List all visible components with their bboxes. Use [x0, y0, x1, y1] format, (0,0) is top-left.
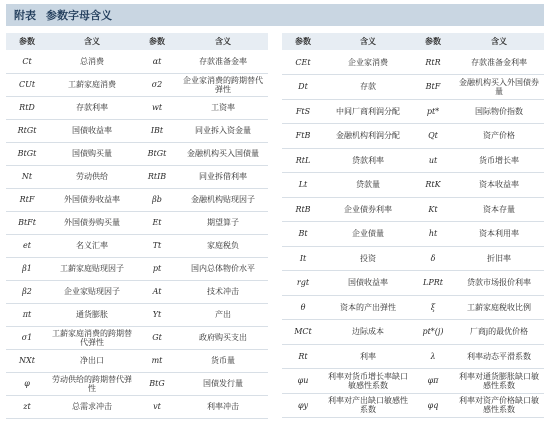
param-symbol: mt — [136, 349, 178, 372]
param-meaning: 货币量 — [178, 349, 268, 372]
param-meaning: 贷款利率 — [324, 148, 412, 173]
param-meaning: 存款准备金利率 — [454, 50, 544, 75]
param-meaning: 工薪家庭贴现因子 — [48, 257, 136, 280]
header-param: 参数 — [136, 33, 178, 50]
param-symbol: Yt — [136, 303, 178, 326]
left-parameter-table — [6, 33, 268, 419]
header-meaning: 含义 — [324, 33, 412, 50]
param-meaning: 国际物价指数 — [454, 99, 544, 124]
table-row — [6, 96, 268, 119]
right-parameter-table — [282, 33, 544, 418]
param-meaning: 工资率 — [178, 96, 268, 119]
param-symbol: Lt — [282, 173, 324, 198]
param-symbol: RtGt — [6, 119, 48, 142]
param-symbol: RtD — [6, 96, 48, 119]
param-symbol: ut — [412, 148, 454, 173]
param-meaning: 工薪家庭消费 — [48, 73, 136, 96]
param-meaning: 劳动供给的跨期替代弹性 — [48, 372, 136, 395]
param-meaning: 边际成本 — [324, 320, 412, 345]
table-title — [6, 4, 544, 26]
param-symbol: BtGt — [136, 142, 178, 165]
param-meaning: 贷款市场报价利率 — [454, 271, 544, 296]
param-symbol: δ — [412, 246, 454, 271]
table-row — [6, 395, 268, 418]
param-symbol: φq — [412, 393, 454, 418]
param-symbol: RtR — [412, 50, 454, 75]
param-meaning: 存款准备金率 — [178, 50, 268, 73]
table-row — [282, 246, 544, 271]
table-row — [282, 393, 544, 418]
table-row — [282, 173, 544, 198]
param-meaning: 利率 — [324, 344, 412, 369]
param-symbol: φy — [282, 393, 324, 418]
param-meaning: 利率对资产价格缺口敏感性系数 — [454, 393, 544, 418]
table-row — [6, 303, 268, 326]
table-row — [282, 197, 544, 222]
param-symbol: At — [136, 280, 178, 303]
header-meaning: 含义 — [178, 33, 268, 50]
param-symbol: RtB — [282, 197, 324, 222]
table-row — [6, 326, 268, 349]
table-row — [6, 234, 268, 257]
param-symbol: wt — [136, 96, 178, 119]
param-meaning: 企业家贴现因子 — [48, 280, 136, 303]
param-symbol: CEt — [282, 50, 324, 75]
param-meaning: 产出 — [178, 303, 268, 326]
param-meaning: 工薪家庭税收比例 — [454, 295, 544, 320]
table-row — [282, 222, 544, 247]
param-symbol: Kt — [412, 197, 454, 222]
table-title-text: 参数字母含义 — [46, 9, 112, 22]
param-meaning: 同业拆借利率 — [178, 165, 268, 188]
param-symbol: φu — [282, 369, 324, 394]
param-symbol: BtF — [412, 75, 454, 100]
param-meaning: 企业债券利率 — [324, 197, 412, 222]
table-row — [282, 75, 544, 100]
param-meaning: 技术冲击 — [178, 280, 268, 303]
param-symbol: RtK — [412, 173, 454, 198]
table-row — [6, 349, 268, 372]
param-symbol: β1 — [6, 257, 48, 280]
param-meaning: 企业家消费 — [324, 50, 412, 75]
param-meaning: 工薪家庭消费的跨期替代弹性 — [48, 326, 136, 349]
table-title-label: 附表 — [14, 9, 36, 22]
param-meaning: 利率对产出缺口敏感性系数 — [324, 393, 412, 418]
param-meaning: 名义汇率 — [48, 234, 136, 257]
param-symbol: σ1 — [6, 326, 48, 349]
table-row — [6, 188, 268, 211]
param-symbol: σ2 — [136, 73, 178, 96]
param-symbol: ht — [412, 222, 454, 247]
table-row — [6, 73, 268, 96]
param-symbol: θ — [282, 295, 324, 320]
param-symbol: πt — [6, 303, 48, 326]
param-meaning: 外国债券收益率 — [48, 188, 136, 211]
param-symbol: Tt — [136, 234, 178, 257]
param-meaning: 资本收益率 — [454, 173, 544, 198]
table-row — [6, 280, 268, 303]
param-symbol: Ct — [6, 50, 48, 73]
table-row — [6, 211, 268, 234]
param-symbol: BtG — [136, 372, 178, 395]
param-meaning: 利率对通货膨胀缺口敏感性系数 — [454, 369, 544, 394]
param-meaning: 净出口 — [48, 349, 136, 372]
table-row — [6, 257, 268, 280]
param-symbol: RtF — [6, 188, 48, 211]
table-row — [6, 165, 268, 188]
table-row — [282, 295, 544, 320]
param-symbol: αt — [136, 50, 178, 73]
table-row — [282, 271, 544, 296]
param-meaning: 存款 — [324, 75, 412, 100]
param-symbol: pt* — [412, 99, 454, 124]
param-symbol: Dt — [282, 75, 324, 100]
param-symbol: Bt — [282, 222, 324, 247]
param-meaning: 资本存量 — [454, 197, 544, 222]
param-symbol: λ — [412, 344, 454, 369]
left-header-row — [6, 33, 268, 50]
param-meaning: 通货膨胀 — [48, 303, 136, 326]
header-meaning: 含义 — [48, 33, 136, 50]
param-meaning: 利率动态平滑系数 — [454, 344, 544, 369]
param-meaning: 利率对货币增长率缺口敏感性系数 — [324, 369, 412, 394]
param-meaning: 企业债量 — [324, 222, 412, 247]
param-meaning: 国内总体物价水平 — [178, 257, 268, 280]
param-symbol: rgt — [282, 271, 324, 296]
param-symbol: RtIB — [136, 165, 178, 188]
param-meaning: 国债收益率 — [48, 119, 136, 142]
param-meaning: 企业家消费的跨期替代弹性 — [178, 73, 268, 96]
param-meaning: 资产价格 — [454, 124, 544, 149]
param-meaning: 家庭税负 — [178, 234, 268, 257]
table-row — [6, 119, 268, 142]
param-meaning: 总需求冲击 — [48, 395, 136, 418]
param-meaning: 折旧率 — [454, 246, 544, 271]
param-symbol: β2 — [6, 280, 48, 303]
param-meaning: 资本利用率 — [454, 222, 544, 247]
param-symbol: Rt — [282, 344, 324, 369]
param-symbol: pt — [136, 257, 178, 280]
table-row — [6, 372, 268, 395]
param-meaning: 厂商j的最优价格 — [454, 320, 544, 345]
param-meaning: 贷款量 — [324, 173, 412, 198]
param-meaning: 金融机构买入外国债券量 — [454, 75, 544, 100]
param-symbol: Et — [136, 211, 178, 234]
param-symbol: vt — [136, 395, 178, 418]
table-row — [282, 148, 544, 173]
header-param: 参数 — [6, 33, 48, 50]
param-symbol: φπ — [412, 369, 454, 394]
table-row — [282, 124, 544, 149]
table-row — [282, 344, 544, 369]
table-row — [282, 50, 544, 75]
param-meaning: 资本的产出弹性 — [324, 295, 412, 320]
param-symbol: pt*(j) — [412, 320, 454, 345]
table-row — [282, 369, 544, 394]
param-symbol: BtFt — [6, 211, 48, 234]
param-meaning: 外国债券购买量 — [48, 211, 136, 234]
param-meaning: 投资 — [324, 246, 412, 271]
param-symbol: Qt — [412, 124, 454, 149]
param-symbol: LPRt — [412, 271, 454, 296]
param-symbol: βb — [136, 188, 178, 211]
param-meaning: 金融机构利润分配 — [324, 124, 412, 149]
param-meaning: 金融机构买入国债量 — [178, 142, 268, 165]
param-meaning: 国债购买量 — [48, 142, 136, 165]
param-symbol: φ — [6, 372, 48, 395]
table-row — [6, 142, 268, 165]
param-symbol: FtS — [282, 99, 324, 124]
param-symbol: zt — [6, 395, 48, 418]
param-symbol: BtGt — [6, 142, 48, 165]
param-meaning: 同业拆入资金量 — [178, 119, 268, 142]
table-row — [282, 320, 544, 345]
param-meaning: 政府购买支出 — [178, 326, 268, 349]
param-symbol: CUt — [6, 73, 48, 96]
param-meaning: 存款利率 — [48, 96, 136, 119]
param-meaning: 货币增长率 — [454, 148, 544, 173]
param-meaning: 期望算子 — [178, 211, 268, 234]
right-header-row — [282, 33, 544, 50]
param-symbol: RtL — [282, 148, 324, 173]
param-meaning: 金融机构贴现因子 — [178, 188, 268, 211]
param-meaning: 总消费 — [48, 50, 136, 73]
param-symbol: IBt — [136, 119, 178, 142]
param-symbol: MCt — [282, 320, 324, 345]
table-row — [6, 50, 268, 73]
param-symbol: Nt — [6, 165, 48, 188]
param-meaning: 中间厂商利润分配 — [324, 99, 412, 124]
param-symbol: Gt — [136, 326, 178, 349]
param-symbol: ξ — [412, 295, 454, 320]
header-meaning: 含义 — [454, 33, 544, 50]
param-meaning: 劳动供给 — [48, 165, 136, 188]
param-symbol: et — [6, 234, 48, 257]
table-row — [282, 99, 544, 124]
header-param: 参数 — [282, 33, 324, 50]
param-symbol: FtB — [282, 124, 324, 149]
param-meaning: 利率冲击 — [178, 395, 268, 418]
param-symbol: It — [282, 246, 324, 271]
param-symbol: NXt — [6, 349, 48, 372]
param-meaning: 国债收益率 — [324, 271, 412, 296]
header-param: 参数 — [412, 33, 454, 50]
param-meaning: 国债发行量 — [178, 372, 268, 395]
